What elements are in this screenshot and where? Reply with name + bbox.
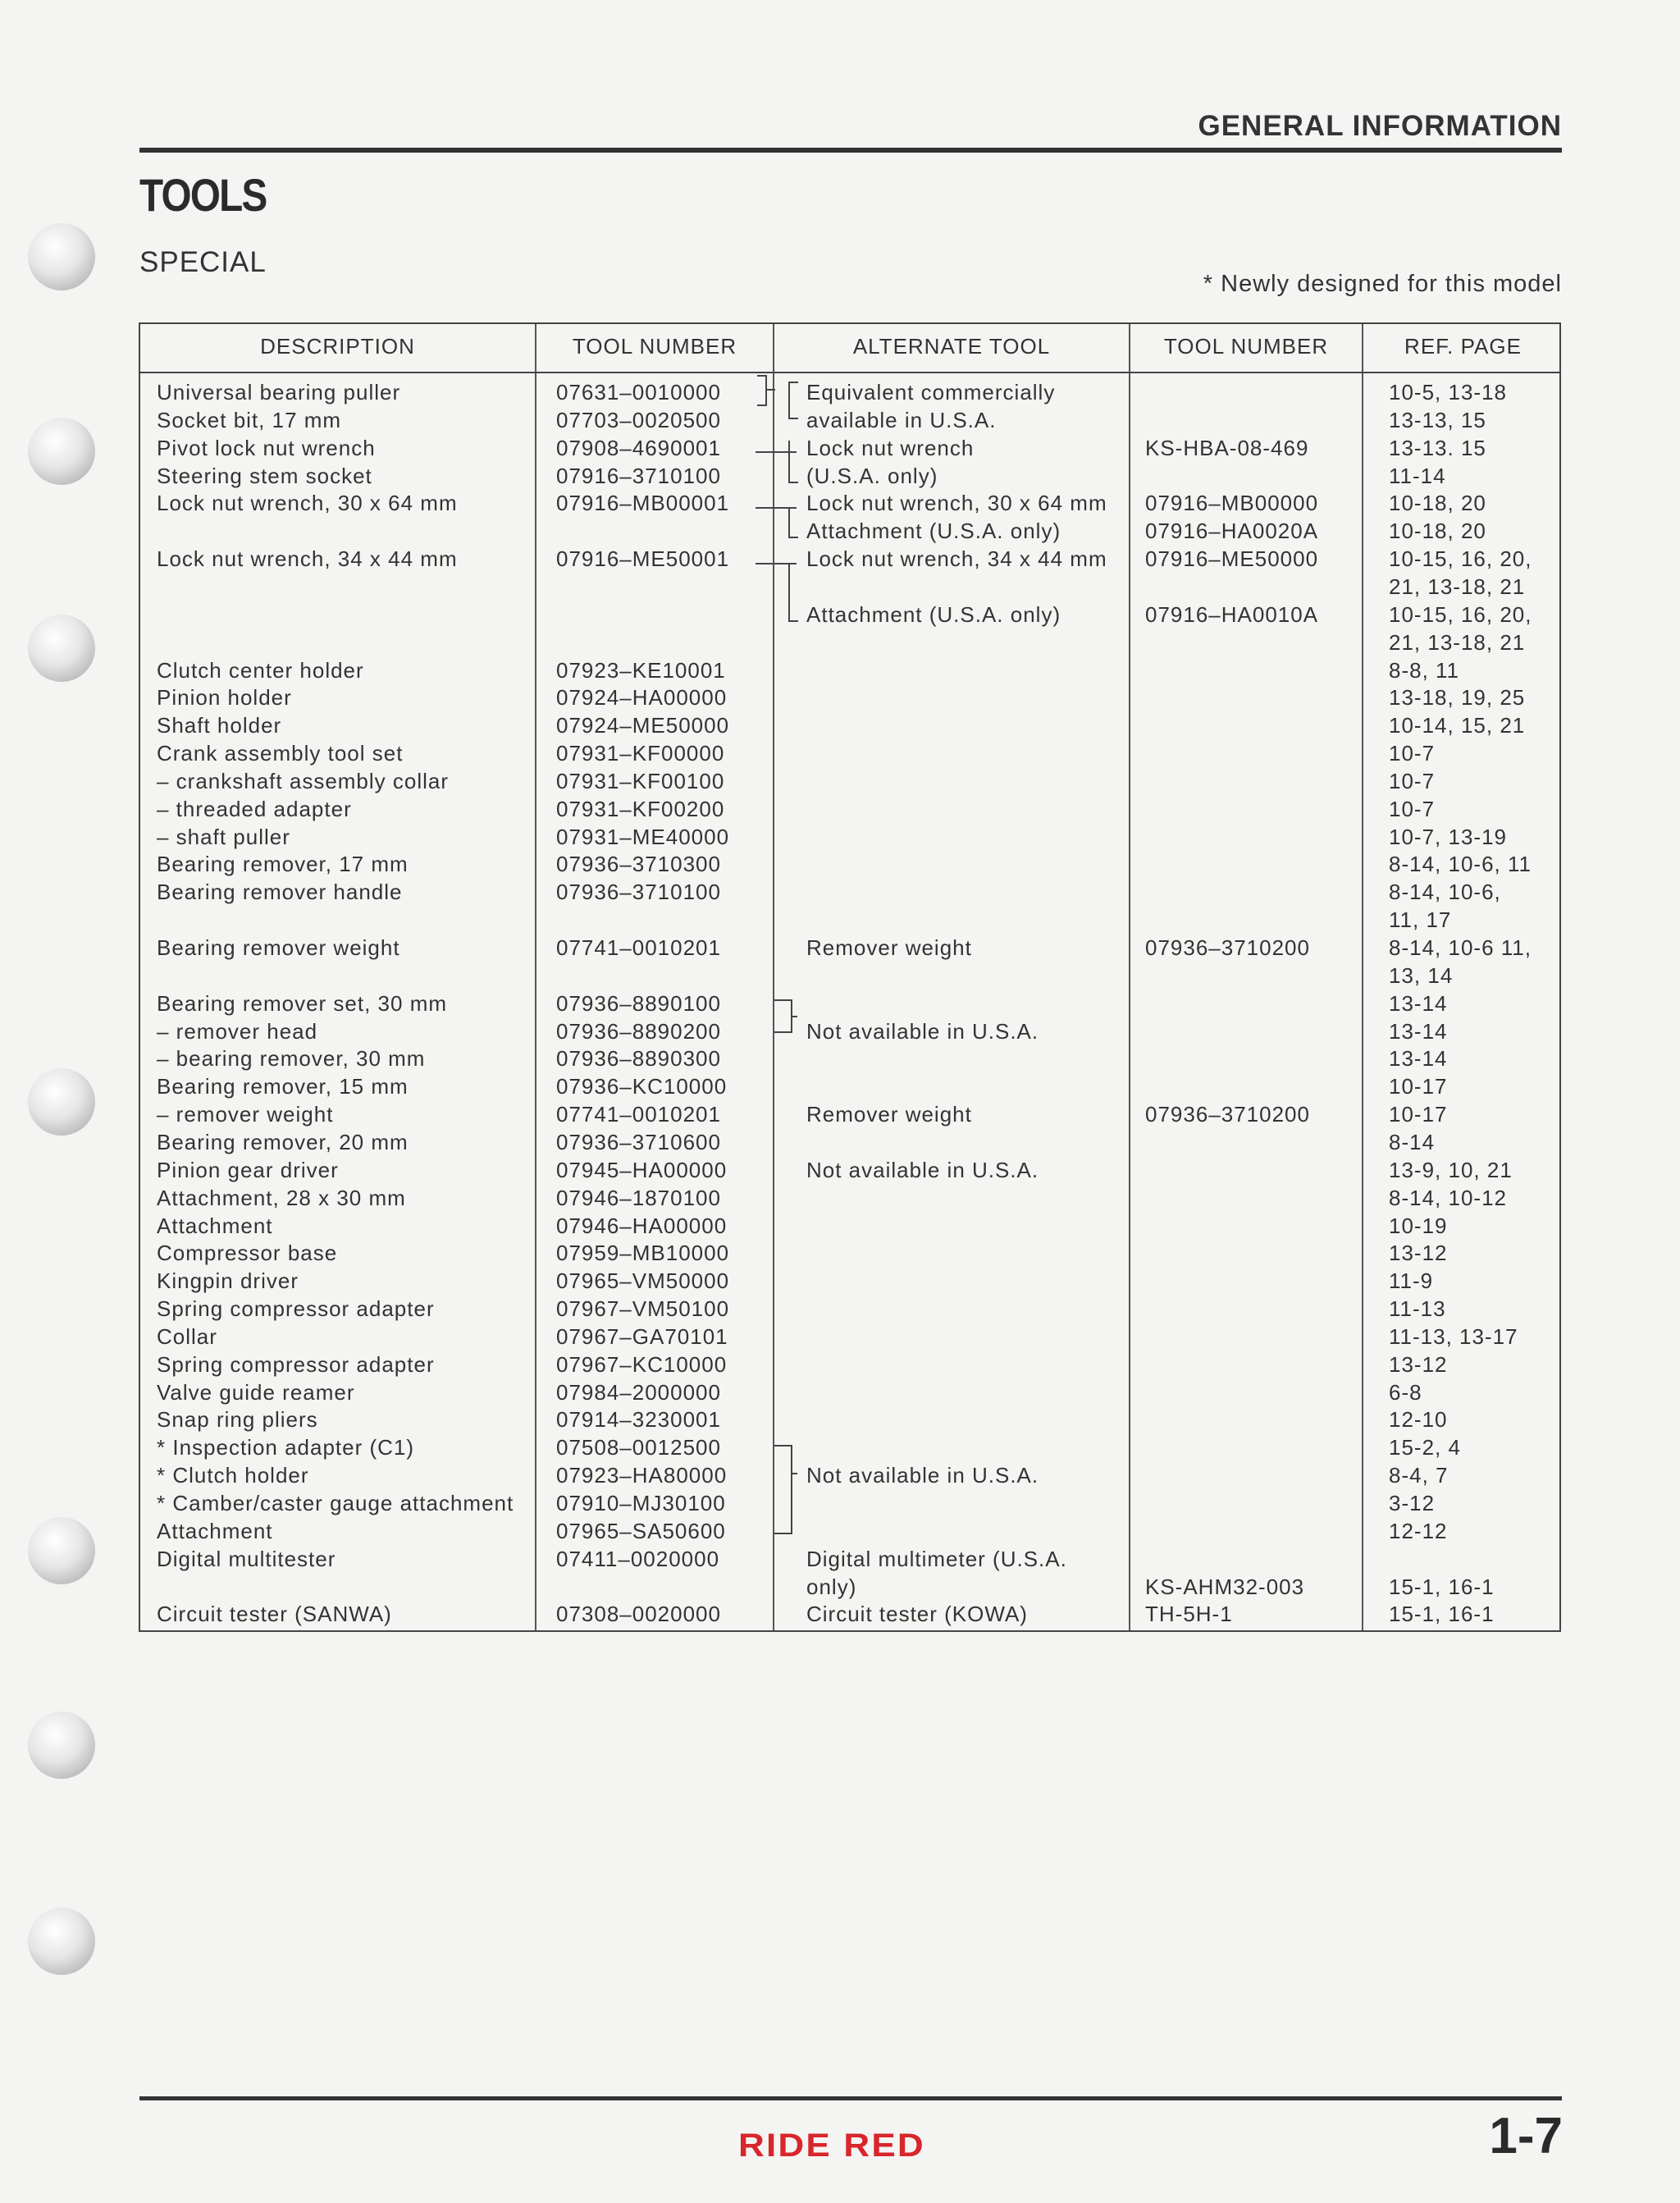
column-header-description: DESCRIPTION: [260, 334, 415, 359]
row-description: Socket bit, 17 mm: [157, 407, 342, 432]
row-ref-page: 10-15, 16, 20,: [1389, 601, 1532, 627]
row-alt-tool-number: 07916–HA0020A: [1145, 519, 1319, 544]
row-tool-number: 07946–HA00000: [556, 1213, 728, 1238]
row-ref-page: 13, 14: [1389, 962, 1454, 988]
row-ref-page: 8-14, 10-6,: [1389, 880, 1501, 905]
row-ref-page: 10-14, 15, 21: [1389, 713, 1526, 738]
row-tool-number: 07411–0020000: [556, 1546, 720, 1571]
row-description: Snap ring pliers: [157, 1407, 318, 1433]
column-header-ref-page: REF. PAGE: [1404, 334, 1522, 359]
page-title: TOOLS: [139, 169, 267, 221]
column-header-tool-number: TOOL NUMBER: [572, 334, 737, 359]
row-description: Bearing remover weight: [157, 935, 400, 960]
row-tool-number: 07931–ME40000: [556, 824, 730, 849]
bracket-connector: [788, 382, 798, 419]
row-alternate-tool: Equivalent commercially: [806, 380, 1056, 404]
row-description: Bearing remover, 17 mm: [157, 852, 409, 877]
row-alt-tool-number: 07916–MB00000: [1145, 491, 1319, 516]
row-alt-tool-number: KS-HBA-08-469: [1145, 435, 1309, 460]
row-tool-number: 07984–2000000: [556, 1379, 721, 1405]
row-tool-number: 07946–1870100: [556, 1185, 721, 1210]
column-header-alt-tool-number: TOOL NUMBER: [1163, 334, 1329, 359]
row-description: Collar: [157, 1323, 217, 1349]
row-ref-page: 11, 17: [1389, 907, 1452, 933]
row-tool-number: 07931–KF00000: [556, 741, 725, 766]
row-ref-page: 21, 13-18, 21: [1389, 574, 1526, 599]
row-ref-page: 10-15, 16, 20,: [1389, 546, 1532, 572]
row-alt-tool-number: 07916–HA0010A: [1145, 601, 1319, 627]
row-ref-page: 10-7: [1389, 796, 1436, 821]
row-ref-page: 13-18, 19, 25: [1389, 685, 1526, 711]
row-alternate-tool: available in U.S.A.: [806, 407, 997, 432]
row-tool-number: 07916–MB00001: [556, 491, 730, 516]
row-description: Universal bearing puller: [157, 380, 401, 404]
row-description: Clutch center holder: [157, 657, 364, 683]
row-ref-page: 10-7: [1389, 768, 1436, 793]
row-tool-number: 07945–HA00000: [556, 1157, 728, 1182]
row-ref-page: 13-14: [1389, 1018, 1448, 1044]
row-alternate-tool: Remover weight: [806, 1102, 972, 1127]
row-description: Attachment: [157, 1518, 273, 1543]
row-ref-page: 12-12: [1389, 1518, 1448, 1543]
row-description: Bearing remover, 15 mm: [157, 1074, 409, 1099]
row-description: – threaded adapter: [157, 796, 352, 821]
row-tool-number: 07936–KC10000: [556, 1074, 728, 1099]
row-tool-number: 07910–MJ30100: [556, 1491, 726, 1515]
row-ref-page: 8-4, 7: [1389, 1463, 1449, 1488]
row-ref-page: 11-9: [1389, 1268, 1434, 1294]
row-tool-number: 07908–4690001: [556, 435, 721, 460]
row-ref-page: 10-7: [1389, 741, 1436, 766]
row-tool-number: 07936–3710600: [556, 1129, 721, 1154]
row-ref-page: 10-18, 20: [1389, 491, 1486, 516]
row-tool-number: 07923–KE10001: [556, 657, 726, 683]
row-description: Pivot lock nut wrench: [157, 435, 376, 460]
row-description: Bearing remover, 20 mm: [157, 1129, 409, 1154]
row-tool-number: 07923–HA80000: [556, 1463, 728, 1488]
row-ref-page: 13-12: [1389, 1241, 1448, 1266]
row-description: Circuit tester (SANWA): [157, 1602, 392, 1627]
row-description: Attachment: [157, 1213, 273, 1238]
footer-rule: [139, 2096, 1562, 2100]
tools-table: [139, 322, 1561, 1632]
column-divider: [535, 324, 536, 1630]
row-tool-number: 07916–3710100: [556, 463, 721, 488]
row-ref-page: 21, 13-18, 21: [1389, 629, 1526, 655]
row-alternate-tool: Not available in U.S.A.: [806, 1018, 1039, 1044]
row-ref-page: 8-14, 10-6, 11: [1389, 852, 1532, 877]
row-description: Lock nut wrench, 30 x 64 mm: [157, 491, 458, 516]
row-tool-number: 07308–0020000: [556, 1602, 721, 1627]
row-alternate-tool: Attachment (U.S.A. only): [806, 601, 1061, 627]
row-tool-number: 07959–MB10000: [556, 1241, 730, 1266]
row-ref-page: 13-14: [1389, 1046, 1448, 1072]
row-alternate-tool: only): [806, 1574, 857, 1599]
binder-hole-1: [28, 223, 95, 290]
row-ref-page: 11-13, 13-17: [1389, 1323, 1518, 1349]
section-header: GENERAL INFORMATION: [1198, 110, 1562, 142]
row-alternate-tool: Remover weight: [806, 935, 972, 960]
row-ref-page: 8-14, 10-6 11,: [1389, 935, 1532, 960]
row-description: – remover weight: [157, 1102, 334, 1127]
row-ref-page: 10-17: [1389, 1102, 1448, 1127]
column-header-alternate-tool: ALTERNATE TOOL: [852, 334, 1051, 359]
row-description: * Clutch holder: [157, 1463, 309, 1488]
row-ref-page: 8-14, 10-12: [1389, 1185, 1507, 1210]
row-alternate-tool: Not available in U.S.A.: [806, 1157, 1039, 1182]
row-alt-tool-number: 07916–ME50000: [1145, 546, 1319, 572]
row-alt-tool-number: 07936–3710200: [1145, 935, 1310, 960]
bracket-connector: [788, 507, 798, 538]
row-description: Crank assembly tool set: [157, 741, 404, 766]
newly-designed-note: * Newly designed for this model: [1203, 271, 1562, 297]
bracket-connector: [757, 375, 767, 406]
row-alternate-tool: Attachment (U.S.A. only): [806, 519, 1061, 544]
row-tool-number: 07967–GA70101: [556, 1323, 728, 1349]
row-description: – bearing remover, 30 mm: [157, 1046, 426, 1072]
row-tool-number: 07936–3710100: [556, 880, 721, 905]
row-description: Pinion gear driver: [157, 1157, 339, 1182]
row-ref-page: 15-1, 16-1: [1389, 1602, 1495, 1627]
row-ref-page: 6-8: [1389, 1379, 1422, 1405]
row-ref-page: 8-8, 11: [1389, 657, 1460, 683]
row-tool-number: 07967–VM50100: [556, 1296, 730, 1322]
row-tool-number: 07741–0010201: [556, 1102, 721, 1127]
row-ref-page: 3-12: [1389, 1491, 1436, 1515]
row-ref-page: 13-12: [1389, 1351, 1448, 1377]
row-tool-number: 07916–ME50001: [556, 546, 730, 572]
row-tool-number: 07965–SA50600: [556, 1518, 726, 1543]
binder-hole-6: [28, 1712, 95, 1779]
row-ref-page: 12-10: [1389, 1407, 1448, 1433]
row-description: Lock nut wrench, 34 x 44 mm: [157, 546, 458, 572]
row-description: Steering stem socket: [157, 463, 372, 488]
row-tool-number: 07965–VM50000: [556, 1268, 730, 1294]
row-ref-page: 10-17: [1389, 1074, 1448, 1099]
row-tool-number: 07967–KC10000: [556, 1351, 728, 1377]
row-ref-page: 10-7, 13-19: [1389, 824, 1507, 849]
row-description: Spring compressor adapter: [157, 1351, 435, 1377]
row-alternate-tool: Lock nut wrench, 34 x 44 mm: [806, 546, 1107, 572]
bracket-connector: [774, 999, 792, 1033]
bracket-connector: [788, 563, 798, 622]
row-tool-number: 07936–8890100: [556, 990, 721, 1016]
row-alt-tool-number: KS-AHM32-003: [1145, 1574, 1305, 1599]
row-alternate-tool: Circuit tester (KOWA): [806, 1602, 1028, 1627]
row-alt-tool-number: TH-5H-1: [1145, 1602, 1233, 1627]
row-tool-number: 07703–0020500: [556, 407, 721, 432]
row-ref-page: 11-14: [1389, 463, 1446, 488]
row-alt-tool-number: 07936–3710200: [1145, 1102, 1310, 1127]
row-description: Bearing remover handle: [157, 880, 403, 905]
page-subtitle: SPECIAL: [139, 246, 267, 278]
row-description: Kingpin driver: [157, 1268, 299, 1294]
row-ref-page: 13-13, 15: [1389, 407, 1486, 432]
row-description: Shaft holder: [157, 713, 282, 738]
row-tool-number: 07508–0012500: [556, 1435, 721, 1460]
row-description: Bearing remover set, 30 mm: [157, 990, 448, 1016]
row-description: * Camber/caster gauge attachment: [157, 1491, 514, 1515]
row-description: Pinion holder: [157, 685, 292, 711]
binder-hole-3: [28, 615, 95, 682]
row-description: Attachment, 28 x 30 mm: [157, 1185, 406, 1210]
binder-hole-2: [28, 418, 95, 485]
row-ref-page: 10-5, 13-18: [1389, 380, 1507, 404]
binder-hole-5: [28, 1517, 95, 1584]
row-description: Valve guide reamer: [157, 1379, 355, 1405]
row-tool-number: 07936–8890200: [556, 1018, 721, 1044]
row-description: Spring compressor adapter: [157, 1296, 435, 1322]
row-alternate-tool: Not available in U.S.A.: [806, 1463, 1039, 1488]
row-tool-number: 07931–KF00100: [556, 768, 725, 793]
header-divider: [140, 372, 1559, 373]
row-ref-page: 13-9, 10, 21: [1389, 1157, 1513, 1182]
row-tool-number: 07936–8890300: [556, 1046, 721, 1072]
row-tool-number: 07914–3230001: [556, 1407, 721, 1433]
row-ref-page: 8-14: [1389, 1129, 1436, 1154]
row-ref-page: 10-19: [1389, 1213, 1448, 1238]
row-ref-page: 15-1, 16-1: [1389, 1574, 1495, 1599]
row-description: – remover head: [157, 1018, 318, 1044]
row-alternate-tool: (U.S.A. only): [806, 463, 938, 488]
column-divider: [1129, 324, 1130, 1630]
row-alternate-tool: Digital multimeter (U.S.A.: [806, 1546, 1067, 1571]
bracket-connector: [765, 389, 775, 391]
bracket-connector: [791, 1473, 797, 1474]
row-ref-page: 15-2, 4: [1389, 1435, 1461, 1460]
row-ref-page: 11-13: [1389, 1296, 1446, 1322]
page-number: 1-7: [1489, 2108, 1563, 2164]
row-alternate-tool: Lock nut wrench: [806, 435, 975, 460]
row-tool-number: 07936–3710300: [556, 852, 721, 877]
row-ref-page: 13-13. 15: [1389, 435, 1486, 460]
row-tool-number: 07924–HA00000: [556, 685, 728, 711]
header-rule: [139, 148, 1562, 153]
row-description: * Inspection adapter (C1): [157, 1435, 415, 1460]
row-ref-page: 13-14: [1389, 990, 1448, 1016]
row-description: – crankshaft assembly collar: [157, 768, 450, 793]
row-ref-page: 10-18, 20: [1389, 519, 1486, 544]
row-description: – shaft puller: [157, 824, 290, 849]
column-divider: [773, 324, 774, 1630]
binder-hole-4: [28, 1068, 95, 1136]
bracket-connector: [791, 1016, 797, 1017]
row-tool-number: 07631–0010000: [556, 380, 721, 404]
row-description: Digital multitester: [157, 1546, 336, 1571]
row-tool-number: 07741–0010201: [556, 935, 721, 960]
row-tool-number: 07931–KF00200: [556, 796, 725, 821]
binder-hole-7: [28, 1908, 95, 1975]
bracket-connector: [788, 441, 798, 483]
row-alternate-tool: Lock nut wrench, 30 x 64 mm: [806, 491, 1107, 516]
footer-brand-logo: RIDE RED: [738, 2128, 925, 2164]
row-description: Compressor base: [157, 1241, 338, 1266]
column-divider: [1362, 324, 1363, 1630]
bracket-connector: [774, 1445, 792, 1534]
row-tool-number: 07924–ME50000: [556, 713, 730, 738]
